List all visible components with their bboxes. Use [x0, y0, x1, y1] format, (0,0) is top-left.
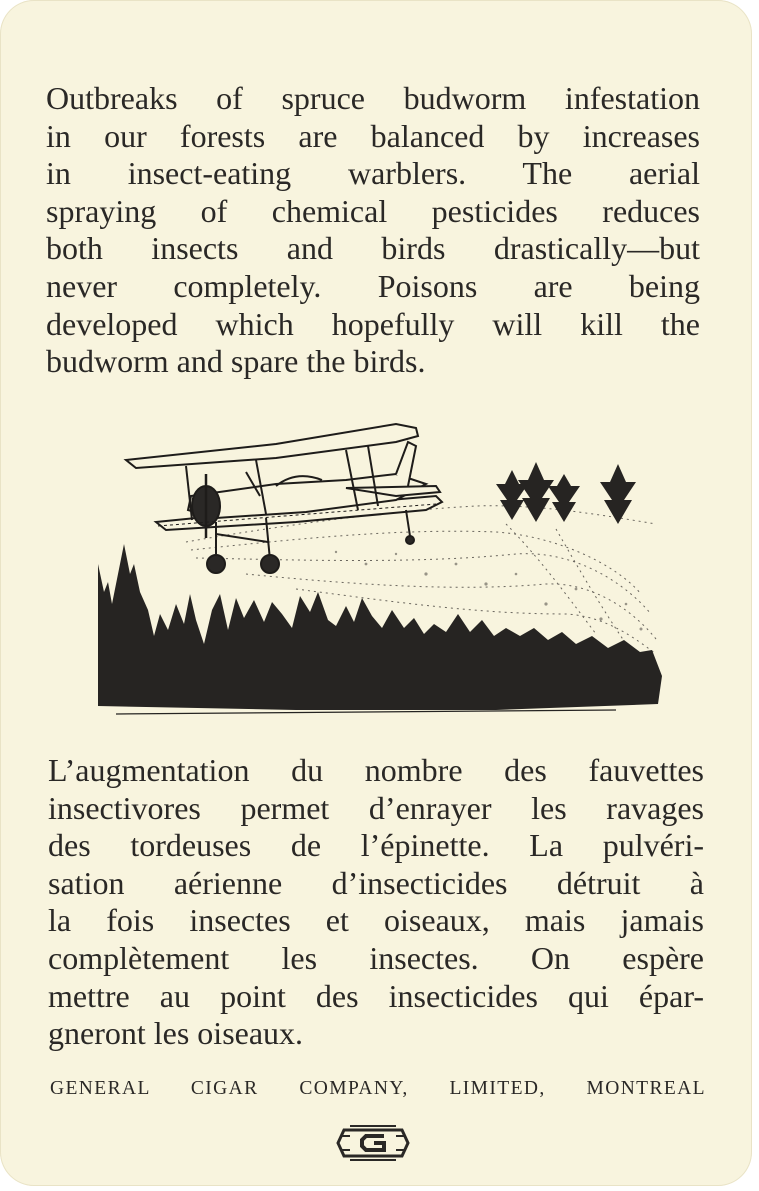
english-paragraph: [46, 80, 700, 381]
spray-droplets: [335, 551, 643, 631]
english-line: spraying of chemical pesticides reduces: [46, 192, 700, 229]
english-line: budworm and spare the birds.: [46, 343, 426, 380]
french-line: complètement les insectes. On espère: [48, 939, 704, 976]
french-line: la fois insectes et oiseaux, mais jamais: [48, 902, 704, 939]
english-line: never completely. Poisons are being: [46, 267, 700, 304]
english-line: Outbreaks of spruce budworm infestation: [46, 80, 700, 116]
french-line: insectivores permet d’enrayer les ravages: [48, 789, 704, 826]
french-line: sation aérienne d’insecticides détruit à: [48, 864, 704, 901]
english-line: in our forests are balanced by increases: [46, 117, 700, 154]
english-line: both insects and birds drastically—but: [46, 230, 700, 267]
french-line: L’augmentation du nombre des fauvettes: [48, 752, 704, 788]
general-cigar-logo-icon: [336, 1118, 410, 1168]
french-paragraph: [48, 752, 704, 1053]
english-line: developed which hopefully will kill the: [46, 305, 700, 342]
company-footer: GENERAL CIGAR COMPANY, LIMITED, MONTREAL: [50, 1078, 706, 1099]
french-line: des tordeuses de l’épinette. La pulvéri-: [48, 827, 704, 864]
biplane-icon: [126, 424, 442, 573]
distant-spruce-trees: [496, 462, 636, 524]
biplane-spraying-illustration: [96, 414, 666, 724]
forest-silhouette: [98, 544, 662, 710]
french-line: mettre au point des insecticides qui épar-: [48, 977, 704, 1014]
french-line: gneront les oiseaux.: [48, 1015, 304, 1052]
english-line: in insect-eating warblers. The aerial: [46, 155, 700, 192]
